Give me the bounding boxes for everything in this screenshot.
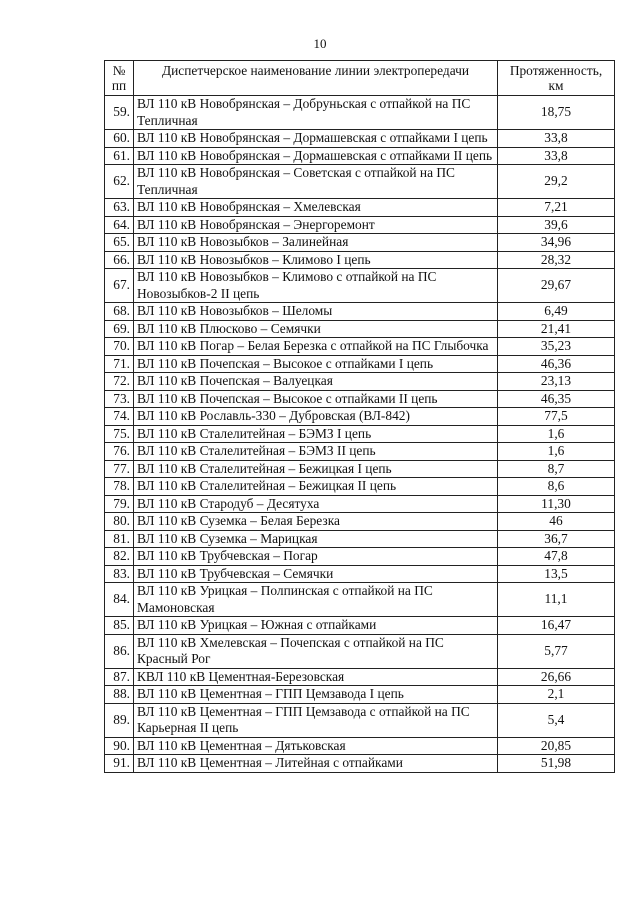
- line-length: 39,6: [498, 216, 615, 234]
- line-name: ВЛ 110 кВ Новозыбков – Залинейная: [134, 234, 498, 252]
- line-name: ВЛ 110 кВ Сталелитейная – Бежицкая I цепь: [134, 460, 498, 478]
- line-name: ВЛ 110 кВ Погар – Белая Березка с отпайкой на ПС Глыбочка: [134, 338, 498, 356]
- line-name: ВЛ 110 кВ Плюсково – Семячки: [134, 320, 498, 338]
- line-length: 1,6: [498, 443, 615, 461]
- line-length: 2,1: [498, 686, 615, 704]
- table-row: [105, 165, 615, 199]
- line-length: 46,36: [498, 355, 615, 373]
- line-length: 26,66: [498, 668, 615, 686]
- line-name: ВЛ 110 кВ Новобрянская – Дормашевская с отпайками I цепь: [134, 130, 498, 148]
- line-length: 77,5: [498, 408, 615, 426]
- line-name: ВЛ 110 кВ Цементная – ГПП Цемзавода с отпайкой на ПС Карьерная II цепь: [134, 703, 498, 737]
- line-length: 29,67: [498, 269, 615, 303]
- table-row: [105, 269, 615, 303]
- table-row: [105, 355, 615, 373]
- row-number: 66.: [105, 251, 134, 269]
- row-number: 85.: [105, 617, 134, 635]
- row-number: 74.: [105, 408, 134, 426]
- table-row: [105, 425, 615, 443]
- table-row: [105, 251, 615, 269]
- line-length: 20,85: [498, 737, 615, 755]
- table-row: [105, 548, 615, 566]
- line-length: 8,6: [498, 478, 615, 496]
- line-name: ВЛ 110 кВ Новозыбков – Шеломы: [134, 303, 498, 321]
- line-name: ВЛ 110 кВ Новобрянская – Советская с отпайкой на ПС Тепличная: [134, 165, 498, 199]
- row-number: 69.: [105, 320, 134, 338]
- line-name: ВЛ 110 кВ Суземка – Белая Березка: [134, 513, 498, 531]
- table-row: [105, 320, 615, 338]
- row-number: 76.: [105, 443, 134, 461]
- row-number: 65.: [105, 234, 134, 252]
- line-length: 11,30: [498, 495, 615, 513]
- line-length: 35,23: [498, 338, 615, 356]
- table-row: [105, 96, 615, 130]
- header-line-name: Диспетчерское наименование линии электропередачи: [134, 61, 498, 96]
- row-number: 75.: [105, 425, 134, 443]
- row-number: 84.: [105, 583, 134, 617]
- line-name: ВЛ 110 кВ Сталелитейная – Бежицкая II цепь: [134, 478, 498, 496]
- row-number: 91.: [105, 755, 134, 773]
- row-number: 62.: [105, 165, 134, 199]
- header-number: № пп: [105, 61, 134, 96]
- line-length: 51,98: [498, 755, 615, 773]
- line-length: 6,49: [498, 303, 615, 321]
- row-number: 83.: [105, 565, 134, 583]
- line-name: ВЛ 110 кВ Хмелевская – Почепская с отпайкой на ПС Красный Рог: [134, 634, 498, 668]
- table-row: [105, 530, 615, 548]
- table-row: [105, 303, 615, 321]
- row-number: 60.: [105, 130, 134, 148]
- table-row: [105, 634, 615, 668]
- table-row: [105, 513, 615, 531]
- line-name: ВЛ 110 кВ Новобрянская – Добруньская с отпайкой на ПС Тепличная: [134, 96, 498, 130]
- line-length: 5,4: [498, 703, 615, 737]
- table-row: [105, 390, 615, 408]
- line-name: ВЛ 110 кВ Урицкая – Полпинская с отпайкой на ПС Мамоновская: [134, 583, 498, 617]
- line-name: ВЛ 110 кВ Почепская – Валуецкая: [134, 373, 498, 391]
- line-name: КВЛ 110 кВ Цементная-Березовская: [134, 668, 498, 686]
- line-name: ВЛ 110 кВ Стародуб – Десятуха: [134, 495, 498, 513]
- line-name: ВЛ 110 кВ Новозыбков – Климово I цепь: [134, 251, 498, 269]
- row-number: 82.: [105, 548, 134, 566]
- table-row: [105, 703, 615, 737]
- table-row: [105, 495, 615, 513]
- row-number: 86.: [105, 634, 134, 668]
- line-length: 18,75: [498, 96, 615, 130]
- table-row: [105, 147, 615, 165]
- table-row: [105, 686, 615, 704]
- table-row: [105, 565, 615, 583]
- row-number: 71.: [105, 355, 134, 373]
- row-number: 89.: [105, 703, 134, 737]
- table-row: [105, 737, 615, 755]
- line-length: 11,1: [498, 583, 615, 617]
- power-lines-table: [104, 60, 615, 773]
- line-length: 1,6: [498, 425, 615, 443]
- line-name: ВЛ 110 кВ Рославль-330 – Дубровская (ВЛ-842): [134, 408, 498, 426]
- row-number: 67.: [105, 269, 134, 303]
- line-length: 7,21: [498, 199, 615, 217]
- table-row: [105, 460, 615, 478]
- table-row: [105, 408, 615, 426]
- line-length: 33,8: [498, 130, 615, 148]
- line-length: 46: [498, 513, 615, 531]
- line-name: ВЛ 110 кВ Трубчевская – Семячки: [134, 565, 498, 583]
- table-row: [105, 373, 615, 391]
- table-row: [105, 443, 615, 461]
- row-number: 61.: [105, 147, 134, 165]
- row-number: 87.: [105, 668, 134, 686]
- line-name: ВЛ 110 кВ Цементная – ГПП Цемзавода I цепь: [134, 686, 498, 704]
- line-length: 34,96: [498, 234, 615, 252]
- line-length: 8,7: [498, 460, 615, 478]
- line-name: ВЛ 110 кВ Трубчевская – Погар: [134, 548, 498, 566]
- row-number: 68.: [105, 303, 134, 321]
- line-name: ВЛ 110 кВ Цементная – Дятьковская: [134, 737, 498, 755]
- table-row: [105, 199, 615, 217]
- line-length: 46,35: [498, 390, 615, 408]
- row-number: 79.: [105, 495, 134, 513]
- line-name: ВЛ 110 кВ Новобрянская – Дормашевская с отпайками II цепь: [134, 147, 498, 165]
- row-number: 81.: [105, 530, 134, 548]
- header-length: Протяженность, км: [498, 61, 615, 96]
- line-length: 16,47: [498, 617, 615, 635]
- line-name: ВЛ 110 кВ Новозыбков – Климово с отпайкой на ПС Новозыбков-2 II цепь: [134, 269, 498, 303]
- row-number: 63.: [105, 199, 134, 217]
- line-length: 47,8: [498, 548, 615, 566]
- line-length: 33,8: [498, 147, 615, 165]
- table-row: [105, 583, 615, 617]
- line-name: ВЛ 110 кВ Новобрянская – Энергоремонт: [134, 216, 498, 234]
- line-name: ВЛ 110 кВ Новобрянская – Хмелевская: [134, 199, 498, 217]
- row-number: 73.: [105, 390, 134, 408]
- line-length: 23,13: [498, 373, 615, 391]
- line-name: ВЛ 110 кВ Цементная – Литейная с отпайками: [134, 755, 498, 773]
- line-name: ВЛ 110 кВ Суземка – Марицкая: [134, 530, 498, 548]
- line-length: 36,7: [498, 530, 615, 548]
- row-number: 78.: [105, 478, 134, 496]
- row-number: 88.: [105, 686, 134, 704]
- row-number: 77.: [105, 460, 134, 478]
- line-name: ВЛ 110 кВ Сталелитейная – БЭМЗ I цепь: [134, 425, 498, 443]
- row-number: 72.: [105, 373, 134, 391]
- table-row: [105, 668, 615, 686]
- table-header-row: [105, 61, 615, 96]
- line-name: ВЛ 110 кВ Почепская – Высокое с отпайками II цепь: [134, 390, 498, 408]
- line-length: 29,2: [498, 165, 615, 199]
- table-row: [105, 338, 615, 356]
- line-length: 13,5: [498, 565, 615, 583]
- line-length: 21,41: [498, 320, 615, 338]
- table-row: [105, 755, 615, 773]
- row-number: 59.: [105, 96, 134, 130]
- line-length: 28,32: [498, 251, 615, 269]
- row-number: 64.: [105, 216, 134, 234]
- table-row: [105, 234, 615, 252]
- table-row: [105, 130, 615, 148]
- table-row: [105, 478, 615, 496]
- page-number: 10: [313, 36, 327, 51]
- line-name: ВЛ 110 кВ Урицкая – Южная с отпайками: [134, 617, 498, 635]
- table-row: [105, 216, 615, 234]
- table-row: [105, 617, 615, 635]
- row-number: 70.: [105, 338, 134, 356]
- line-length: 5,77: [498, 634, 615, 668]
- line-name: ВЛ 110 кВ Сталелитейная – БЭМЗ II цепь: [134, 443, 498, 461]
- line-name: ВЛ 110 кВ Почепская – Высокое с отпайками I цепь: [134, 355, 498, 373]
- row-number: 80.: [105, 513, 134, 531]
- row-number: 90.: [105, 737, 134, 755]
